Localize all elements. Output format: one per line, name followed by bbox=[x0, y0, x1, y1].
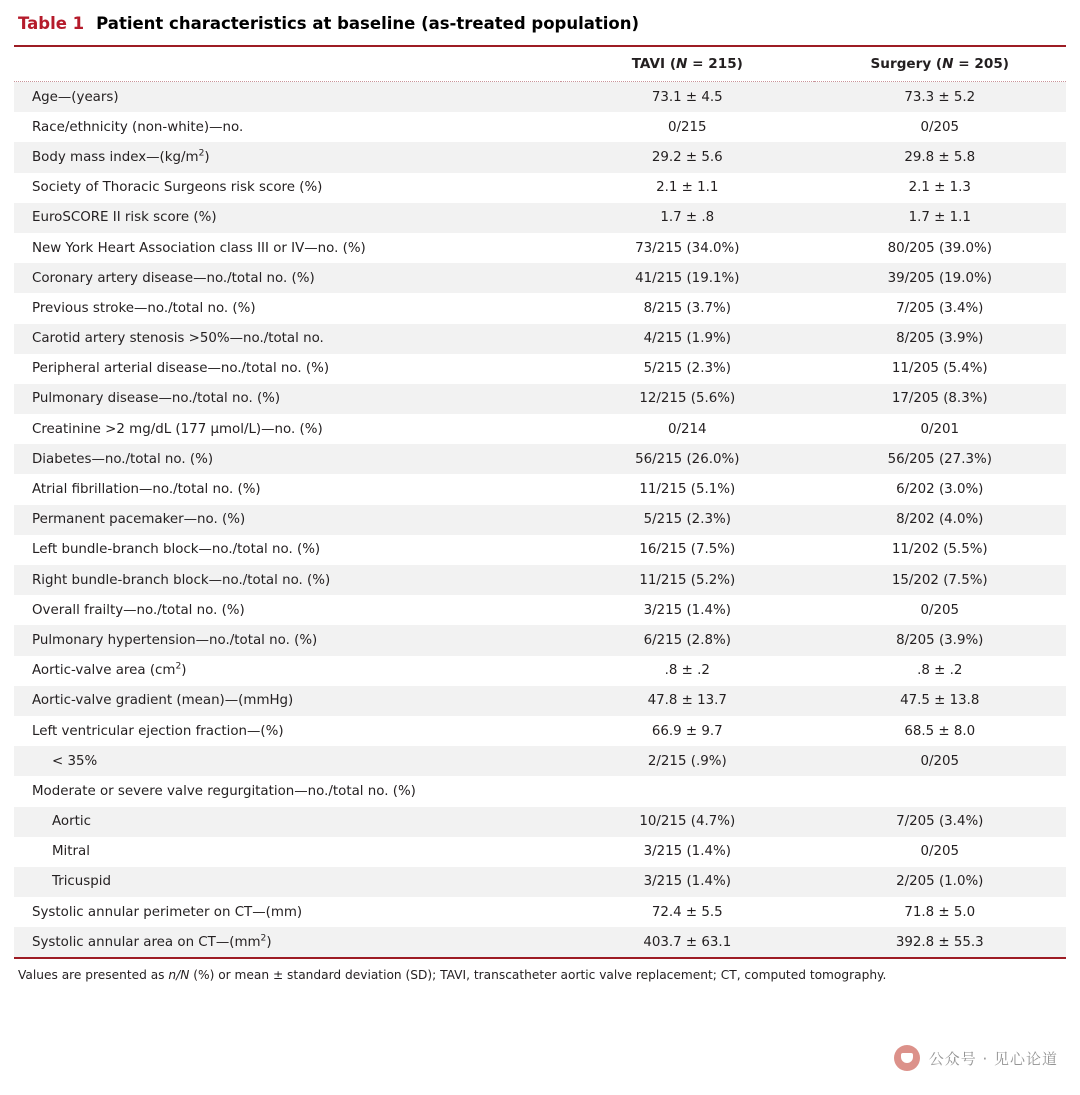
row-value-surgery: 0/205 bbox=[814, 595, 1066, 625]
table-row bbox=[14, 233, 1066, 263]
row-value-surgery: 80/205 (39.0%) bbox=[814, 233, 1066, 263]
row-value-surgery: .8 ± .2 bbox=[814, 656, 1066, 686]
row-value-tavi: 6/215 (2.8%) bbox=[561, 625, 813, 655]
table-header bbox=[14, 46, 1066, 82]
table-row bbox=[14, 474, 1066, 504]
row-value-tavi: 0/214 bbox=[561, 414, 813, 444]
row-value-surgery: 7/205 (3.4%) bbox=[814, 293, 1066, 323]
row-value-surgery: 7/205 (3.4%) bbox=[814, 807, 1066, 837]
table-row bbox=[14, 505, 1066, 535]
row-value-tavi: 72.4 ± 5.5 bbox=[561, 897, 813, 927]
row-value-surgery: 0/205 bbox=[814, 112, 1066, 142]
table-row bbox=[14, 263, 1066, 293]
row-label: Diabetes—no./total no. (%) bbox=[14, 444, 561, 474]
row-label: Tricuspid bbox=[14, 867, 561, 897]
row-label: Overall frailty—no./total no. (%) bbox=[14, 595, 561, 625]
table-title: Patient characteristics at baseline (as-treated population) bbox=[96, 14, 640, 33]
row-value-surgery: 29.8 ± 5.8 bbox=[814, 142, 1066, 172]
row-label: Moderate or severe valve regurgitation—no./total no. (%) bbox=[14, 776, 561, 806]
row-label: Aortic-valve gradient (mean)—(mmHg) bbox=[14, 686, 561, 716]
row-value-surgery: 11/202 (5.5%) bbox=[814, 535, 1066, 565]
row-value-surgery: 11/205 (5.4%) bbox=[814, 354, 1066, 384]
watermark-logo-icon bbox=[894, 1045, 920, 1071]
table-row bbox=[14, 837, 1066, 867]
row-value-surgery: 392.8 ± 55.3 bbox=[814, 927, 1066, 957]
row-value-tavi: 10/215 (4.7%) bbox=[561, 807, 813, 837]
table-row bbox=[14, 414, 1066, 444]
row-value-surgery: 2/205 (1.0%) bbox=[814, 867, 1066, 897]
table-row bbox=[14, 293, 1066, 323]
row-value-tavi: 11/215 (5.2%) bbox=[561, 565, 813, 595]
row-value-surgery: 2.1 ± 1.3 bbox=[814, 173, 1066, 203]
table-row bbox=[14, 112, 1066, 142]
row-value-surgery: 71.8 ± 5.0 bbox=[814, 897, 1066, 927]
row-label: Age—(years) bbox=[14, 82, 561, 113]
table-row bbox=[14, 656, 1066, 686]
row-value-tavi: 41/215 (19.1%) bbox=[561, 263, 813, 293]
row-value-tavi: 1.7 ± .8 bbox=[561, 203, 813, 233]
row-value-surgery: 15/202 (7.5%) bbox=[814, 565, 1066, 595]
table-row bbox=[14, 142, 1066, 172]
row-label: Systolic annular perimeter on CT—(mm) bbox=[14, 897, 561, 927]
table-row bbox=[14, 807, 1066, 837]
row-value-tavi: 0/215 bbox=[561, 112, 813, 142]
table-row bbox=[14, 897, 1066, 927]
row-value-surgery: 39/205 (19.0%) bbox=[814, 263, 1066, 293]
table-row bbox=[14, 625, 1066, 655]
table-row bbox=[14, 927, 1066, 957]
table-number: Table 1 bbox=[18, 14, 85, 33]
row-label: Permanent pacemaker—no. (%) bbox=[14, 505, 561, 535]
row-label: EuroSCORE II risk score (%) bbox=[14, 203, 561, 233]
table-row bbox=[14, 354, 1066, 384]
column-header-tavi: TAVI (N = 215) bbox=[561, 46, 813, 82]
footnote-italic: n/N bbox=[168, 968, 190, 983]
table-row bbox=[14, 686, 1066, 716]
table-row bbox=[14, 716, 1066, 746]
table-row bbox=[14, 565, 1066, 595]
watermark bbox=[894, 1045, 1058, 1071]
row-value-surgery: 56/205 (27.3%) bbox=[814, 444, 1066, 474]
table-row bbox=[14, 746, 1066, 776]
row-value-tavi: 47.8 ± 13.7 bbox=[561, 686, 813, 716]
row-value-surgery: 73.3 ± 5.2 bbox=[814, 82, 1066, 113]
table-header-row bbox=[14, 46, 1066, 82]
footnote-part1: Values are presented as bbox=[18, 968, 169, 983]
row-value-tavi bbox=[561, 776, 813, 806]
row-label: Race/ethnicity (non-white)—no. bbox=[14, 112, 561, 142]
table-row bbox=[14, 384, 1066, 414]
column-header-surgery: Surgery (N = 205) bbox=[814, 46, 1066, 82]
row-value-tavi: 73/215 (34.0%) bbox=[561, 233, 813, 263]
table-caption bbox=[14, 0, 1066, 45]
row-label: Pulmonary hypertension—no./total no. (%) bbox=[14, 625, 561, 655]
row-value-surgery: 0/205 bbox=[814, 837, 1066, 867]
row-label: Body mass $index—(kg/m^2)$ bbox=[14, 142, 561, 172]
row-value-tavi: 11/215 (5.1%) bbox=[561, 474, 813, 504]
row-label: Left ventricular ejection fraction—(%) bbox=[14, 716, 561, 746]
row-value-surgery: 8/205 (3.9%) bbox=[814, 625, 1066, 655]
row-value-tavi: 3/215 (1.4%) bbox=[561, 867, 813, 897]
row-value-surgery: 8/202 (4.0%) bbox=[814, 505, 1066, 535]
row-label: Atrial fibrillation—no./total no. (%) bbox=[14, 474, 561, 504]
row-value-tavi: 403.7 ± 63.1 bbox=[561, 927, 813, 957]
row-label: Pulmonary disease—no./total no. (%) bbox=[14, 384, 561, 414]
row-label: Coronary artery disease—no./total no. (%) bbox=[14, 263, 561, 293]
row-value-tavi: 4/215 (1.9%) bbox=[561, 324, 813, 354]
row-value-tavi: 12/215 (5.6%) bbox=[561, 384, 813, 414]
row-value-surgery: 0/205 bbox=[814, 746, 1066, 776]
table-row bbox=[14, 867, 1066, 897]
row-value-surgery: 6/202 (3.0%) bbox=[814, 474, 1066, 504]
row-label: Creatinine >2 mg/dL (177 µmol/L)—no. (%) bbox=[14, 414, 561, 444]
row-value-surgery: 0/201 bbox=[814, 414, 1066, 444]
row-value-tavi: 16/215 (7.5%) bbox=[561, 535, 813, 565]
row-value-tavi: 66.9 ± 9.7 bbox=[561, 716, 813, 746]
row-value-tavi: 8/215 (3.7%) bbox=[561, 293, 813, 323]
row-value-surgery: 1.7 ± 1.1 bbox=[814, 203, 1066, 233]
row-value-tavi: 5/215 (2.3%) bbox=[561, 505, 813, 535]
table-row bbox=[14, 535, 1066, 565]
row-label: Aortic-valve area $(cm^2)$ bbox=[14, 656, 561, 686]
row-value-surgery bbox=[814, 776, 1066, 806]
row-value-tavi: 5/215 (2.3%) bbox=[561, 354, 813, 384]
row-label: Previous stroke—no./total no. (%) bbox=[14, 293, 561, 323]
row-label: Society of Thoracic Surgeons risk score (%) bbox=[14, 173, 561, 203]
row-label: Systolic annular area on $CT—(mm^2)$ bbox=[14, 927, 561, 957]
table-row bbox=[14, 203, 1066, 233]
row-value-surgery: 17/205 (8.3%) bbox=[814, 384, 1066, 414]
row-label: New York Heart Association class III or IV—no. (%) bbox=[14, 233, 561, 263]
table-body bbox=[14, 82, 1066, 958]
table-row bbox=[14, 324, 1066, 354]
row-label: Carotid artery stenosis >50%—no./total no. bbox=[14, 324, 561, 354]
baseline-characteristics-table bbox=[14, 45, 1066, 957]
row-label: Right bundle-branch block—no./total no. (%) bbox=[14, 565, 561, 595]
row-label: Left bundle-branch block—no./total no. (%) bbox=[14, 535, 561, 565]
row-value-surgery: 8/205 (3.9%) bbox=[814, 324, 1066, 354]
row-value-tavi: .8 ± .2 bbox=[561, 656, 813, 686]
row-value-surgery: 68.5 ± 8.0 bbox=[814, 716, 1066, 746]
row-value-tavi: 2/215 (.9%) bbox=[561, 746, 813, 776]
table-row bbox=[14, 173, 1066, 203]
table-row bbox=[14, 776, 1066, 806]
row-value-tavi: 2.1 ± 1.1 bbox=[561, 173, 813, 203]
column-header-characteristic bbox=[14, 46, 561, 82]
footnote-part2: (%) or mean ± standard deviation (SD); TAVI, transcatheter aortic valve replacement; CT, computed tomography. bbox=[189, 968, 887, 983]
row-label: < 35% bbox=[14, 746, 561, 776]
row-value-tavi: 73.1 ± 4.5 bbox=[561, 82, 813, 113]
row-label: Aortic bbox=[14, 807, 561, 837]
row-value-tavi: 3/215 (1.4%) bbox=[561, 837, 813, 867]
row-value-tavi: 29.2 ± 5.6 bbox=[561, 142, 813, 172]
row-label: Mitral bbox=[14, 837, 561, 867]
watermark-text: 公众号 · 见心论道 bbox=[928, 1049, 1058, 1068]
table-row bbox=[14, 82, 1066, 113]
row-value-tavi: 3/215 (1.4%) bbox=[561, 595, 813, 625]
table-footnote bbox=[14, 959, 1066, 983]
table-row bbox=[14, 444, 1066, 474]
row-value-surgery: 47.5 ± 13.8 bbox=[814, 686, 1066, 716]
table-row bbox=[14, 595, 1066, 625]
row-value-tavi: 56/215 (26.0%) bbox=[561, 444, 813, 474]
row-label: Peripheral arterial disease—no./total no. (%) bbox=[14, 354, 561, 384]
